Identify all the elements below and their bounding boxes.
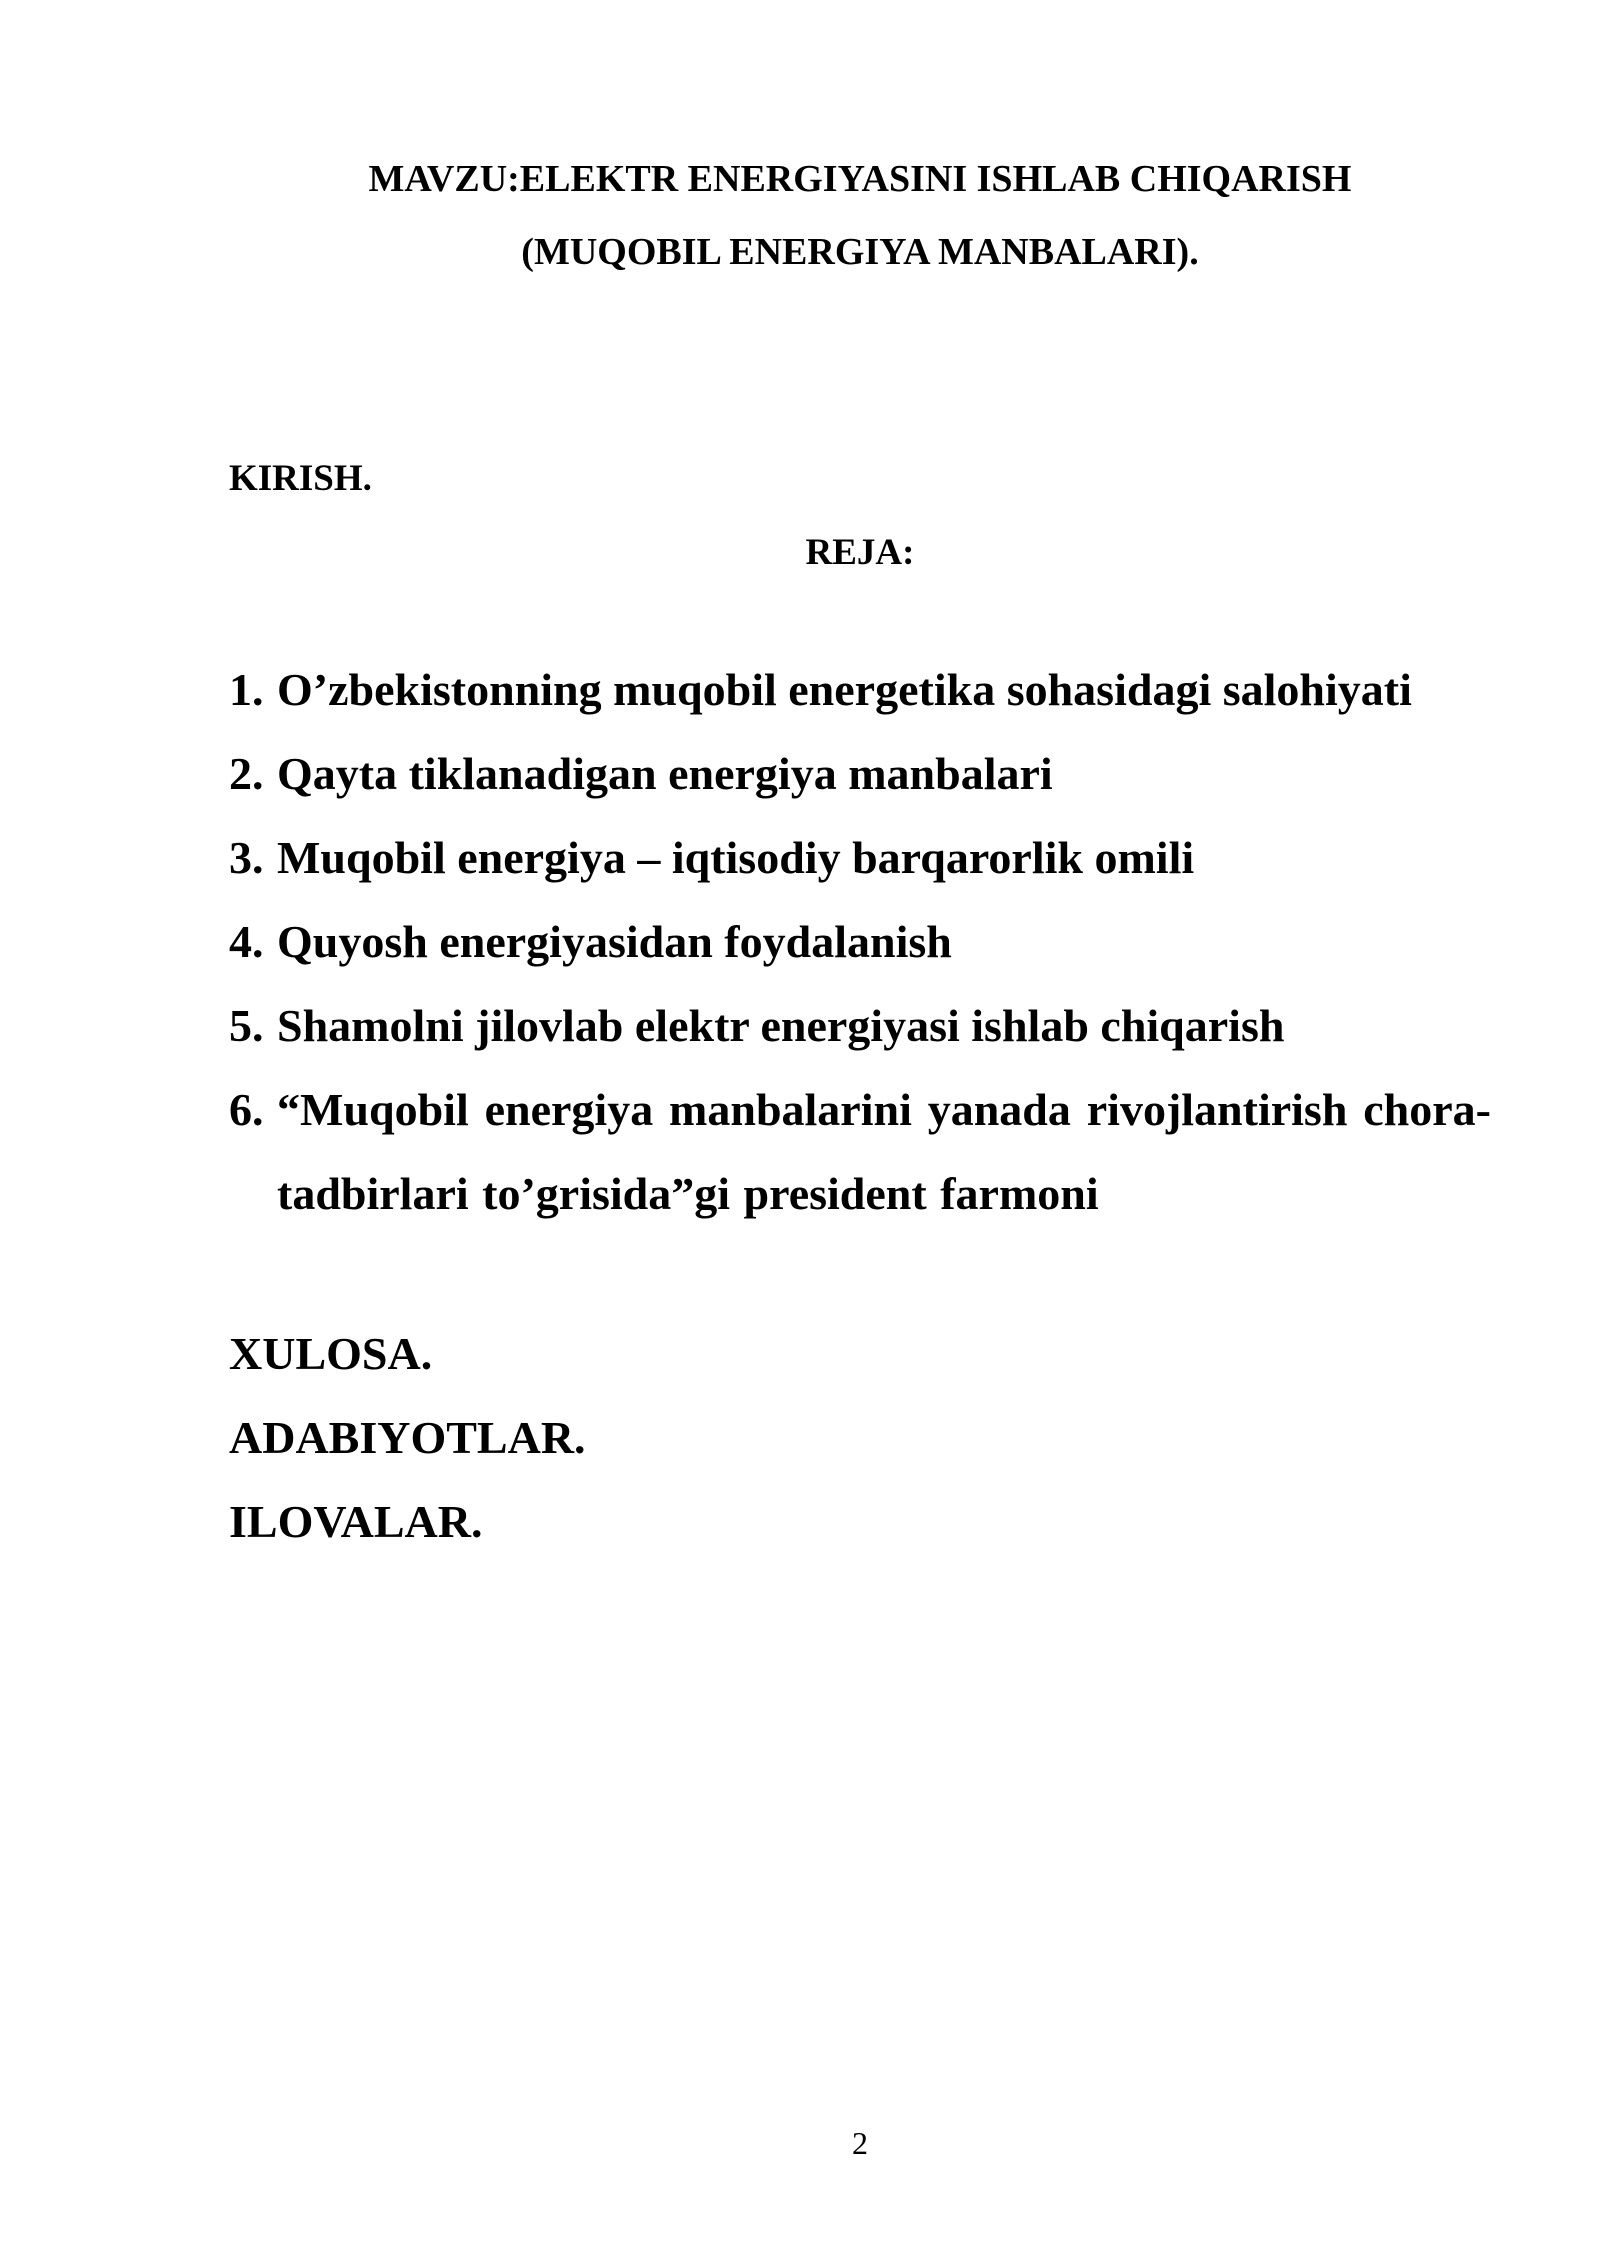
plan-item-text: Qayta tiklanadigan energiya manbalari xyxy=(277,748,1053,799)
plan-item-text: O’zbekistonning muqobil energetika sohasidagi salohiyati xyxy=(277,664,1412,715)
plan-item xyxy=(229,816,1491,900)
title-line-2: (MUQOBIL ENERGIYA MANBALARI). xyxy=(521,231,1199,273)
conclusion-heading: XULOSA. xyxy=(229,1328,433,1379)
plan-item-number: 3. xyxy=(229,832,264,883)
appendices-heading: ILOVALAR. xyxy=(229,1496,483,1547)
plan-list xyxy=(229,648,1491,1236)
plan-item xyxy=(229,648,1491,732)
plan-item-text: Shamolni jilovlab elektr energiyasi ishlab chiqarish xyxy=(277,1000,1285,1051)
plan-item-number: 2. xyxy=(229,748,264,799)
page-number: 2 xyxy=(852,2125,868,2161)
title-line-1: MAVZU:ELEKTR ENERGIYASINI ISHLAB CHIQARISH xyxy=(368,158,1352,200)
plan-heading: REJA: xyxy=(805,532,915,573)
plan-item xyxy=(229,984,1491,1068)
plan-item xyxy=(229,900,1491,984)
plan-item-number: 6. xyxy=(229,1084,264,1135)
intro-heading: KIRISH. xyxy=(229,458,372,499)
plan-item-number: 4. xyxy=(229,916,264,967)
references-heading: ADABIYOTLAR. xyxy=(229,1412,586,1463)
plan-item-text: Quyosh energiyasidan foydalanish xyxy=(277,916,952,967)
plan-item-number: 1. xyxy=(229,664,264,715)
plan-item xyxy=(229,1068,1491,1236)
plan-item-number: 5. xyxy=(229,1000,264,1051)
plan-item-text: Muqobil energiya – iqtisodiy barqarorlik omili xyxy=(277,832,1195,883)
plan-item xyxy=(229,732,1491,816)
plan-item-text: “Muqobil energiya manbalarini yanada rivojlantirish chora- tadbirlari to’grisida”gi president farmoni xyxy=(277,1084,1491,1219)
